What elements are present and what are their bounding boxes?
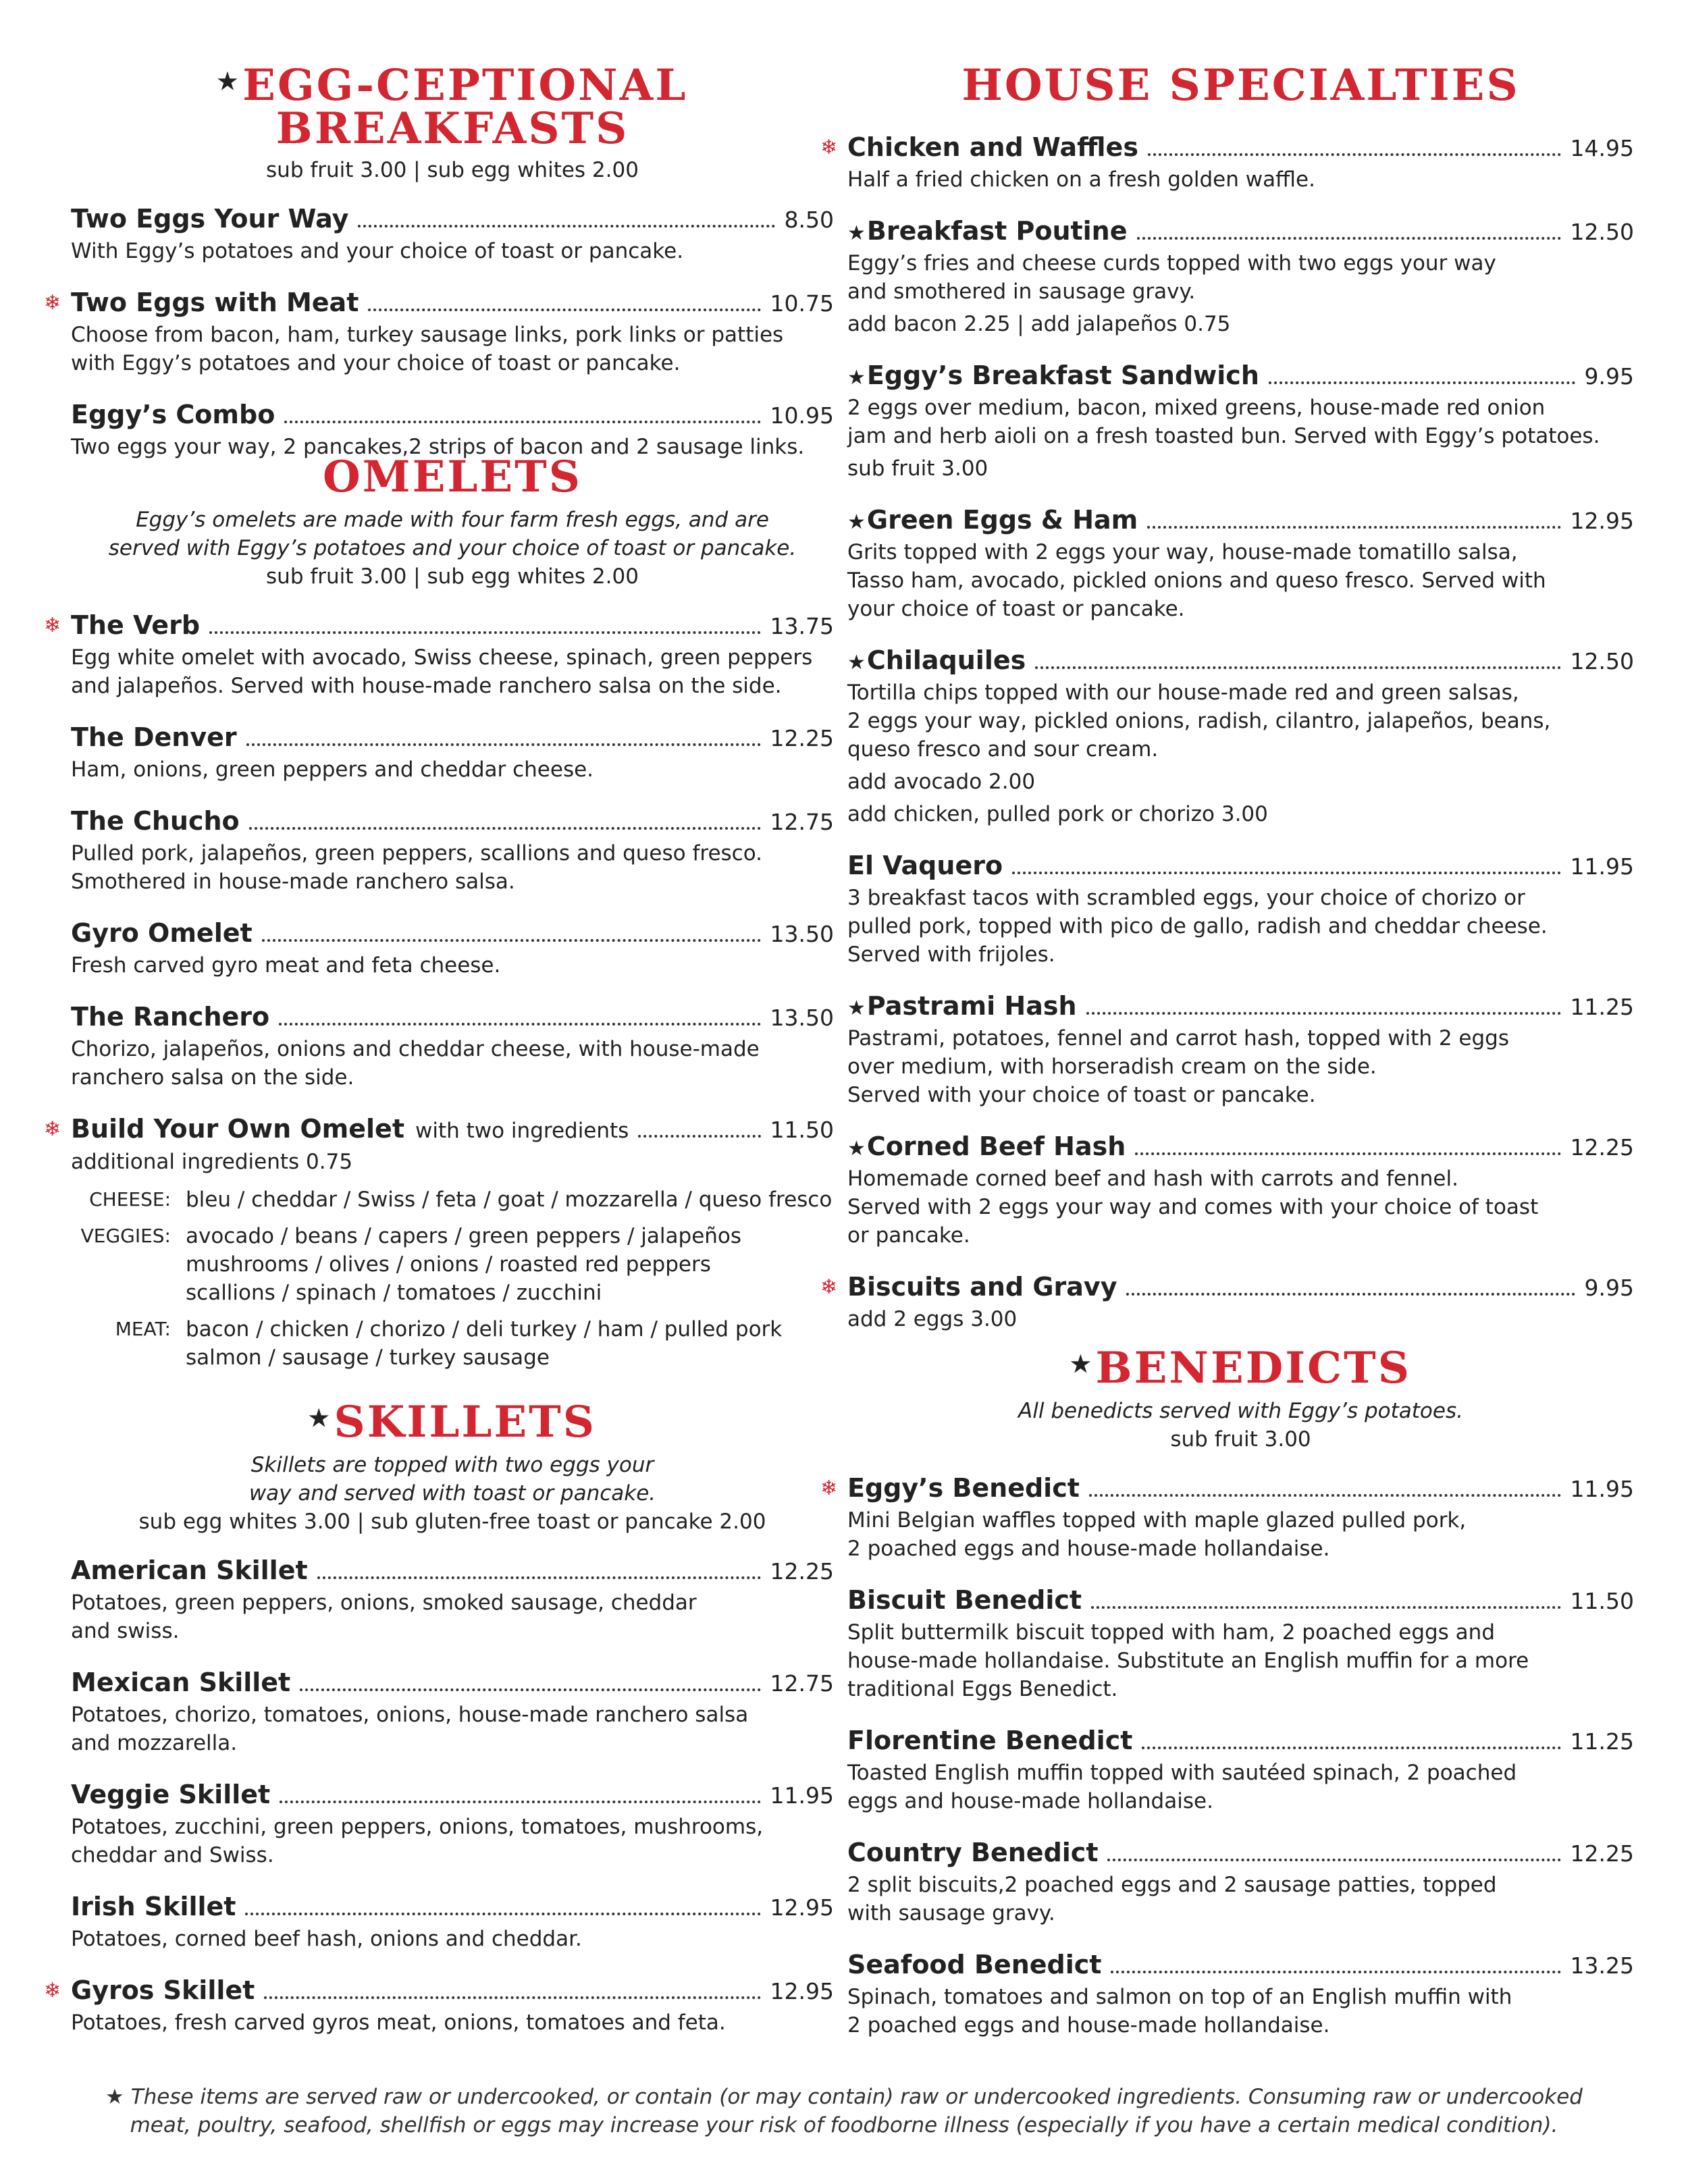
item-desc: Fresh carved gyro meat and feta cheese. [71,953,501,978]
item-name: Build Your Own Omelet [71,1114,404,1144]
star-icon: ★ [847,221,866,245]
menu-item [847,1129,1634,1250]
item-desc: Eggy’s fries and cheese curds topped with two eggs your way and smothered in sausage gravy. [847,251,1496,304]
item-price: 11.25 [1570,1728,1634,1755]
item-desc: Potatoes, corned beef hash, onions and cheddar. [71,1927,582,1951]
leader-dots [1089,1494,1561,1497]
star-icon: ★ [847,651,866,674]
item-desc: Choose from bacon, ham, turkey sausage links, pork links or patties with Eggy’s potatoes and your choice of toast or pancake. [71,323,784,375]
menu-item [847,1948,1634,2040]
menu-item [847,358,1634,483]
item-name: Two Eggs with Meat [71,288,359,317]
cheese-options: bleu / cheddar / Swiss / feta / goat / mozzarella / queso fresco [186,1188,833,1212]
item-price: 12.75 [770,1670,834,1697]
skillets-intro: Skillets are topped with two eggs your way and served with toast or pancake. [248,1453,656,1506]
item-name: Biscuit Benedict [847,1585,1082,1615]
item-desc: 3 breakfast tacos with scrambled eggs, your choice of chorizo or pulled pork, topped with pico de gallo, radish and cheddar cheese. Served with frijoles. [847,886,1548,967]
item-price: 13.25 [1570,1952,1634,1979]
meat-label: MEAT: [115,1318,171,1340]
menu-item [71,916,834,980]
leader-dots [262,939,761,942]
item-name: ★Pastrami Hash [847,991,1077,1021]
menu-item [71,202,834,265]
leader-dots [1147,526,1560,529]
menu-item [71,1778,834,1869]
leader-dots [1137,237,1561,240]
item-desc: Toasted English muffin topped with sautéed spinach, 2 poached eggs and house-made hollandaise. [847,1761,1517,1813]
item-name: The Chucho [71,806,240,836]
item-desc: Potatoes, zucchini, green peppers, onions, tomatoes, mushrooms, cheddar and Swiss. [71,1815,764,1867]
leader-dots [1107,1859,1560,1861]
item-extra: add chicken, pulled pork or chorizo 3.00 [847,802,1268,826]
leader-dots [1135,1152,1560,1155]
item-price: 12.95 [770,1894,834,1921]
item-name: Seafood Benedict [847,1950,1102,1979]
item-price: 11.95 [1570,1476,1634,1502]
veggies-label: VEGGIES: [80,1225,171,1247]
star-icon: ★ [847,1137,866,1161]
skillets-section [44,1397,834,2057]
item-price: 12.25 [770,725,834,751]
star-icon: ★ [847,510,866,534]
item-desc: Mini Belgian waffles topped with maple glazed pulled pork, 2 poached eggs and house-made hollandaise. [847,1508,1467,1561]
item-price: 11.95 [770,1782,834,1809]
star-icon: ★ [309,1405,332,1432]
item-desc: Pastrami, potatoes, fennel and carrot hash, topped with 2 eggs over medium, with horseradish cream on the side. Served with your choice of toast or pancake. [847,1026,1509,1107]
item-name: Florentine Benedict [847,1726,1133,1755]
item-desc: Grits topped with 2 eggs your way, house-made tomatillo salsa, Tasso ham, avocado, pickled onions and queso fresco. Served with your choice of toast or pancake. [847,540,1546,621]
item-name: ★Eggy’s Breakfast Sandwich [847,361,1259,390]
leader-dots [1086,1012,1561,1015]
snowflake-icon: ❄ [44,291,61,315]
item-name: ★Breakfast Poutine [847,216,1128,246]
item-name: American Skillet [71,1555,308,1585]
item-desc: Potatoes, chorizo, tomatoes, onions, house-made ranchero salsa and mozzarella. [71,1703,749,1755]
item-price: 12.75 [770,809,834,835]
item-name: Irish Skillet [71,1892,236,1921]
menu-item [44,608,834,700]
item-price: 12.50 [1570,648,1634,674]
skillets-sub: sub egg whites 3.00 | sub gluten-free toast or pancake 2.00 [138,1510,766,1534]
benedicts-intro: All benedicts served with Eggy’s potatoes. [1018,1399,1463,1423]
snowflake-icon: ❄ [820,136,838,159]
item-extra: add avocado 2.00 [847,770,1036,794]
item-price: 13.50 [770,921,834,947]
leader-dots [1142,1747,1560,1749]
item-desc: Egg white omelet with avocado, Swiss cheese, spinach, green peppers and jalapeños. Served with house-made ranchero salsa on the side. [71,645,813,698]
menu-item [820,1471,1634,1563]
omelets-intro: Eggy’s omelets are made with four farm fresh eggs, and are served with Eggy’s potatoes and your choice of toast or pancake. [108,508,797,560]
item-price: 9.95 [1584,1275,1634,1301]
leader-dots [1035,666,1560,669]
item-desc: Two eggs your way, 2 pancakes,2 strips of bacon and 2 sausage links. [71,435,805,459]
menu-item [847,1836,1634,1927]
leader-dots [245,1913,760,1915]
skillets-title: ★SKILLETS [309,1397,596,1447]
item-price: 12.50 [1570,219,1634,245]
item-price: 11.25 [1570,994,1634,1020]
item-name: Eggy’s Combo [71,400,275,429]
item-price: 13.75 [770,613,834,639]
leader-dots [284,421,760,423]
leader-dots [368,309,760,311]
leader-dots [1269,381,1575,384]
item-desc: Tortilla chips topped with our house-made red and green salsas, 2 eggs your way, pickled onions, radish, cilantro, jalapeños, beans, queso fresco and sour cream. [847,681,1551,762]
breakfasts-section [44,60,834,481]
menu-item [847,643,1634,828]
item-price: 8.50 [784,207,834,233]
item-desc: Split buttermilk biscuit topped with ham, 2 poached eggs and house-made hollandaise. Substitute an English muffin for a more traditional Eggs Benedict. [847,1620,1529,1701]
item-name: Gyros Skillet [71,1975,255,2005]
item-desc: Homemade corned beef and hash with carrots and fennel. Served with 2 eggs your way and comes with your choice of toast or pancake. [847,1167,1539,1248]
leader-dots [1148,153,1561,156]
veggies-options: avocado / beans / capers / green peppers / jalapeños mushrooms / olives / onions / roasted red peppers scallions / spinach / tomatoes / zucchini [186,1224,742,1305]
item-name: Gyro Omelet [71,918,253,948]
leader-dots [1012,872,1560,874]
item-name: El Vaquero [847,851,1003,880]
menu-item [820,1270,1634,1333]
item-desc: Ham, onions, green peppers and cheddar cheese. [71,757,594,782]
menu-item [71,1890,834,1953]
item-desc: add 2 eggs 3.00 [847,1307,1018,1331]
omelets-section [44,452,834,1392]
benedicts-sub: sub fruit 3.00 [1170,1427,1311,1451]
menu-item [847,1724,1634,1815]
ingredients-list [71,1186,834,1372]
item-price: 11.50 [770,1117,834,1143]
build-your-own-item [44,1112,834,1372]
item-name: Biscuits and Gravy [847,1272,1117,1302]
item-name: ★Chilaquiles [847,645,1026,675]
omelets-sub: sub fruit 3.00 | sub egg whites 2.00 [266,564,639,589]
leader-dots [246,743,761,746]
item-extra: additional ingredients 0.75 [71,1150,353,1174]
leader-dots [1111,1971,1560,1973]
snowflake-icon: ❄ [820,1476,838,1500]
leader-dots [264,1996,760,1999]
leader-dots [1126,1293,1575,1296]
leader-dots [209,631,760,634]
star-icon: ★ [105,2085,131,2109]
leader-dots [280,1801,760,1803]
specialties-section [820,60,1634,1354]
leader-dots [638,1135,760,1138]
omelets-title: OMELETS [323,452,582,502]
item-price: 11.50 [1570,1588,1634,1614]
breakfasts-sub: sub fruit 3.00 | sub egg whites 2.00 [266,158,639,182]
star-icon: ★ [1070,1351,1093,1378]
star-icon: ★ [847,366,866,390]
leader-dots [279,1023,760,1026]
snowflake-icon: ❄ [44,1979,61,2002]
item-extra: sub fruit 3.00 [847,456,988,481]
item-extra: add bacon 2.25 | add jalapeños 0.75 [847,312,1231,336]
menu-item [847,989,1634,1109]
item-desc: 2 split biscuits,2 poached eggs and 2 sausage patties, topped with sausage gravy. [847,1873,1497,1925]
breakfasts-title: ★EGG-CEPTIONAL BREAKFASTS [217,60,688,154]
item-name: The Verb [71,610,201,640]
item-note: with two ingredients [415,1119,629,1143]
leader-dots [249,827,761,830]
item-name: The Denver [71,722,237,752]
menu-item [847,214,1634,338]
item-price: 12.95 [1570,508,1634,534]
item-name: The Ranchero [71,1002,270,1032]
snowflake-icon: ❄ [44,1117,61,1141]
leader-dots [1091,1606,1560,1609]
item-desc: Spinach, tomatoes and salmon on top of an English muffin with 2 poached eggs and house-made hollandaise. [847,1985,1512,2037]
item-price: 10.95 [770,402,834,429]
item-desc: Chorizo, jalapeños, onions and cheddar cheese, with house-made ranchero salsa on the side. [71,1037,760,1090]
item-price: 12.25 [1570,1134,1634,1161]
item-name: Veggie Skillet [71,1780,271,1809]
item-price: 9.95 [1584,363,1634,390]
meat-options: bacon / chicken / chorizo / deli turkey / ham / pulled pork salmon / sausage / turkey sausage [186,1317,783,1370]
menu-item [847,849,1634,969]
item-name: Country Benedict [847,1838,1099,1867]
star-icon: ★ [217,68,240,95]
item-desc: Pulled pork, jalapeños, green peppers, scallions and queso fresco. Smothered in house-made ranchero salsa. [71,841,762,894]
leader-dots [358,225,774,228]
item-name: Eggy’s Benedict [847,1473,1080,1503]
item-desc: 2 eggs over medium, bacon, mixed greens, house-made red onion jam and herb aioli on a fresh toasted bun. Served with Eggy’s potatoes. [847,396,1600,448]
item-price: 11.95 [1570,853,1634,880]
leader-dots [317,1576,761,1579]
item-name: ★Green Eggs & Ham [847,505,1138,535]
item-name: Chicken and Waffles [847,132,1138,162]
footnote: ★ These items are served raw or undercooked, or contain (or may contain) raw or undercooked ingredients. Consuming raw or undercooked meat, poultry, seafood, shellfish or eggs may increase your risk of foodborne illness (especially if you have a certain medical condition). [105,2085,1583,2137]
cheese-label: CHEESE: [89,1188,171,1210]
benedicts-title: ★BENEDICTS [1070,1343,1411,1393]
item-name: Two Eggs Your Way [71,204,349,234]
item-desc: Half a fried chicken on a fresh golden waffle. [847,167,1315,192]
menu-item [71,1553,834,1645]
item-desc: With Eggy’s potatoes and your choice of toast or pancake. [71,239,684,263]
menu-item [820,130,1634,194]
snowflake-icon: ❄ [820,1275,838,1299]
menu-item [44,286,834,377]
leader-dots [300,1688,760,1691]
menu-item [847,1583,1634,1703]
item-desc: Potatoes, green peppers, onions, smoked sausage, cheddar and swiss. [71,1591,697,1643]
item-price: 14.95 [1570,135,1634,161]
specialties-title: HOUSE SPECIALTIES [961,60,1520,111]
menu-item [71,1000,834,1092]
item-price: 12.25 [770,1558,834,1584]
item-price: 12.25 [1570,1840,1634,1867]
menu-item [71,804,834,896]
item-desc: Potatoes, fresh carved gyros meat, onions, tomatoes and feta. [71,2010,726,2035]
item-name: Mexican Skillet [71,1668,291,1697]
menu-item [847,503,1634,623]
snowflake-icon: ❄ [44,614,61,637]
item-price: 12.95 [770,1978,834,2004]
menu-item [44,1973,834,2037]
benedicts-section [820,1343,1634,2060]
item-price: 10.75 [770,290,834,317]
star-icon: ★ [847,996,866,1020]
menu-item [71,720,834,784]
item-price: 13.50 [770,1005,834,1031]
menu-item [71,1666,834,1757]
item-name: ★Corned Beef Hash [847,1131,1126,1161]
